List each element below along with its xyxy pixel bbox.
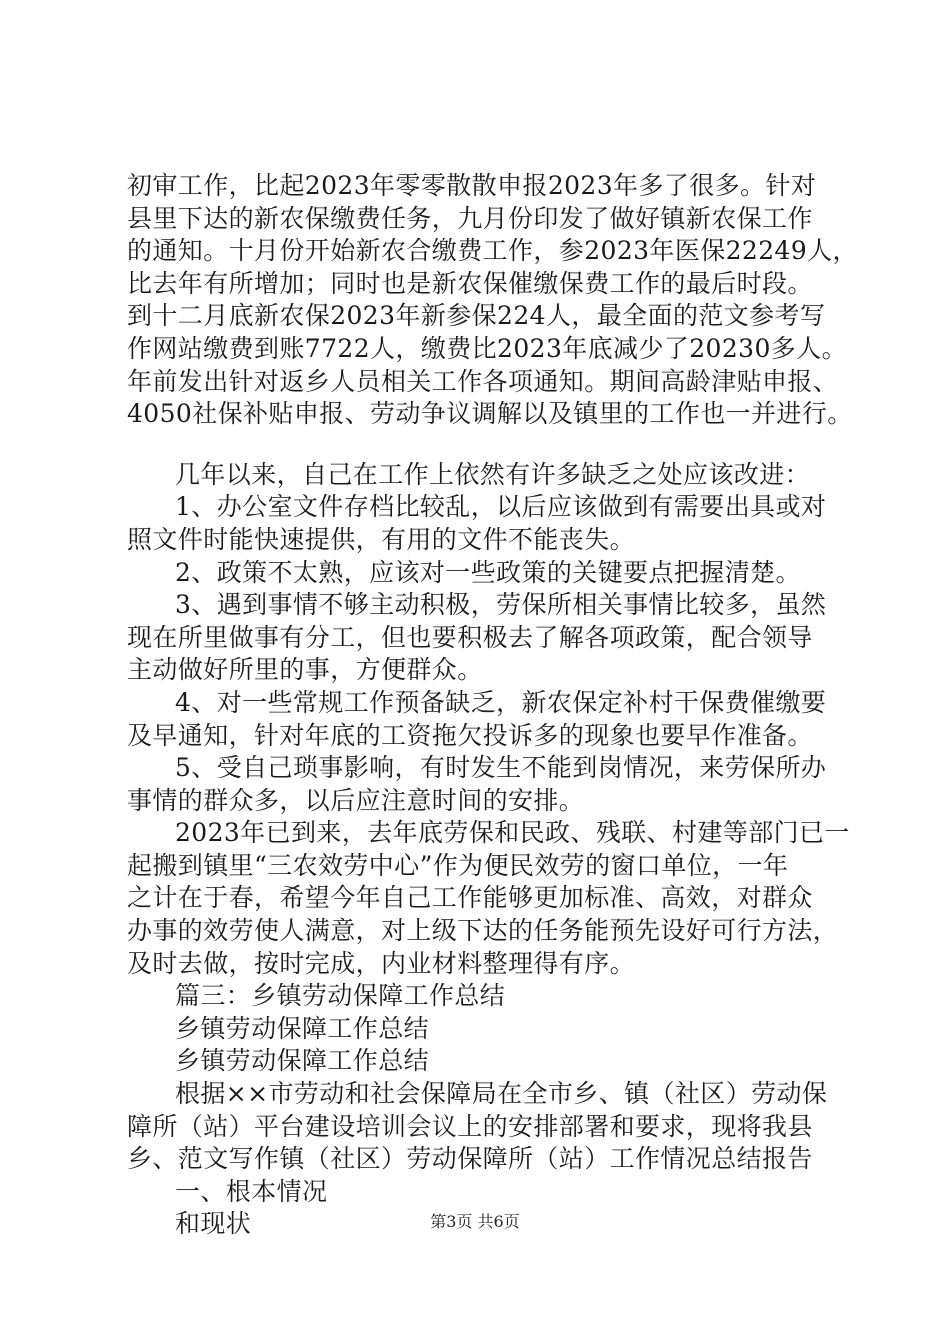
text-line: 到十二月底新农保2023年新参保224人，最全面的范文参考写 bbox=[127, 301, 826, 331]
page-number: 第3页 共6页 bbox=[430, 1212, 520, 1231]
text-line: 及早通知，针对年底的工资拖欠投诉多的现象也要早作准备。 bbox=[127, 720, 813, 750]
paragraph-1 bbox=[127, 170, 858, 431]
text-line: 几年以来，自己在工作上依然有许多缺乏之处应该改进： bbox=[175, 459, 811, 489]
section-heading: 篇三：乡镇劳动保障工作总结 bbox=[175, 981, 506, 1011]
text-line: 作网站缴费到账7722人，缴费比2023年底减少了20230多人。 bbox=[127, 333, 847, 363]
text-line: 障所（站）平台建设培训会议上的安排部署和要求，现将我县 bbox=[127, 1111, 813, 1141]
text-line: 乡、范文写作镇（社区）劳动保障所（站）工作情况总结报告 bbox=[127, 1144, 813, 1174]
text-line: 初审工作，比起2023年零零散散申报2023年多了很多。针对 bbox=[127, 171, 817, 200]
text-line: 5、受自己琐事影响，有时发生不能到岗情况，来劳保所办 bbox=[175, 753, 827, 783]
text-line: 根据××市劳动和社会保障局在全市乡、镇（社区）劳动保 bbox=[175, 1079, 828, 1109]
section-2 bbox=[127, 459, 850, 1241]
text-line: 县里下达的新农保缴费任务，九月份印发了做好镇新农保工作 bbox=[127, 203, 813, 233]
document-body bbox=[127, 170, 858, 1241]
text-line: 之计在于春，希望今年自己工作能够更加标准、高效，对群众 bbox=[127, 883, 813, 913]
text-line: 1、办公室文件存档比较乱，以后应该做到有需要出具或对 bbox=[175, 492, 827, 522]
text-line: 办事的效劳使人满意，对上级下达的任务能预先设好可行方法， bbox=[127, 916, 839, 946]
text-line: 的通知。十月份开始新农合缴费工作，参2023年医保22249人， bbox=[127, 236, 858, 266]
section-title: 乡镇劳动保障工作总结 bbox=[175, 1013, 430, 1043]
text-line: 3、遇到事情不够主动积极，劳保所相关事情比较多，虽然 bbox=[175, 590, 827, 620]
subsection-heading: 一、根本情况 bbox=[175, 1176, 328, 1206]
text-line: 照文件时能快速提供，有用的文件不能丧失。 bbox=[127, 524, 636, 554]
paragraph-gap bbox=[127, 431, 827, 459]
text-line: 年前发出针对返乡人员相关工作各项通知。期间高龄津贴申报、 bbox=[127, 366, 839, 396]
text-line: 4050社保补贴申报、劳动争议调解以及镇里的工作也一并进行。 bbox=[127, 399, 853, 429]
text-line: 及时去做，按时完成，内业材料整理得有序。 bbox=[127, 948, 636, 978]
text-line: 比去年有所增加；同时也是新农保催缴保费工作的最后时段。 bbox=[127, 268, 813, 298]
text-line: 和现状 bbox=[175, 1209, 252, 1239]
text-line: 主动做好所里的事，方便群众。 bbox=[127, 655, 483, 685]
text-line: 4、对一些常规工作预备缺乏，新农保定补村干保费催缴要 bbox=[175, 687, 827, 717]
text-line: 事情的群众多，以后应注意时间的安排。 bbox=[127, 785, 585, 815]
section-title: 乡镇劳动保障工作总结 bbox=[175, 1046, 430, 1076]
text-line: 起搬到镇里“三农效劳中心”作为便民效劳的窗口单位，一年 bbox=[127, 850, 789, 880]
text-line: 2023年已到来，去年底劳保和民政、残联、村建等部门已一 bbox=[175, 818, 850, 848]
text-line: 现在所里做事有分工，但也要积极去了解各项政策，配合领导 bbox=[127, 622, 813, 652]
text-line: 2、政策不太熟，应该对一些政策的关键要点把握清楚。 bbox=[175, 557, 801, 587]
